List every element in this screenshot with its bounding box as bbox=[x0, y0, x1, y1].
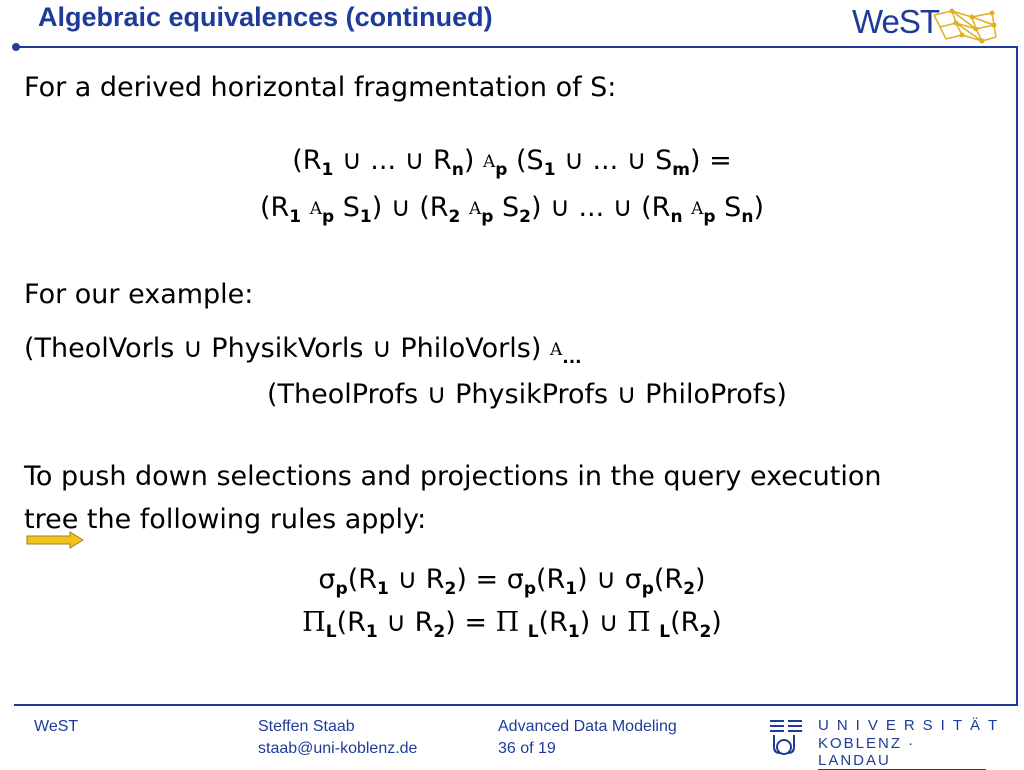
example-heading: For our example: bbox=[24, 279, 254, 310]
formula-selection-rule: $\sigma_p(R_1$ ∪ $R_2) = \sigma_p(R_1)$ ∪ $\sigma_p(R_2)$ bbox=[318, 564, 706, 599]
slide-title: Algebraic equivalences (continued) bbox=[38, 2, 493, 32]
footer-course: Advanced Data Modeling bbox=[498, 718, 677, 735]
example-rel: PhysikProfs bbox=[455, 379, 609, 410]
university-name-line1: UNIVERSITÄT bbox=[818, 717, 1006, 734]
footer-divider bbox=[14, 704, 1018, 706]
example-rel: PhiloProfs bbox=[645, 379, 777, 410]
intro-text: For a derived horizontal fragmentation of S: bbox=[24, 72, 617, 103]
footer-page-number: 36 of 19 bbox=[498, 740, 556, 757]
west-network-icon bbox=[932, 5, 1000, 49]
university-seal-icon bbox=[766, 717, 810, 757]
example-rel: TheolProfs bbox=[277, 379, 419, 410]
footer-author-block bbox=[258, 716, 417, 760]
west-logo bbox=[852, 3, 1002, 47]
push-down-text-line1: To push down selections and projections in the query execution bbox=[24, 461, 882, 492]
footer-org: WeST bbox=[34, 718, 79, 735]
example-rel: PhysikVorls bbox=[211, 333, 364, 364]
formula-fragmentation-lhs: ($R_1$ ∪ ... ∪ $R_n$) $A_p$ ($S_1$ ∪ ... ∪ $S_m$) = bbox=[292, 145, 732, 180]
header-divider bbox=[14, 46, 1018, 48]
footer-email: staab@uni-koblenz.de bbox=[258, 740, 418, 757]
formula-fragmentation-rhs: ($R_1$ $A_p$ $S_1$) ∪ ($R_2$ $A_p$ $S_2$) ∪ ... ∪ ($R_n$ $A_p$ $S_n$) bbox=[260, 192, 764, 227]
example-formula-right: (TheolProfs ∪ PhysikProfs ∪ PhiloProfs) bbox=[267, 379, 787, 410]
formula-projection-rule: $\Pi_L(R_1$ ∪ $R_2) = \Pi$ $_L(R_1)$ ∪ Π $_L(R_2)$ bbox=[302, 607, 722, 642]
west-logo-text: WeST bbox=[852, 3, 940, 40]
footer-course-block bbox=[498, 716, 677, 760]
example-formula-left: (TheolVorls ∪ PhysikVorls ∪ PhiloVorls) $A_{...}$ bbox=[24, 333, 582, 368]
footer-author: Steffen Staab bbox=[258, 718, 355, 735]
university-logo bbox=[766, 715, 1006, 769]
university-name-line2: KOBLENZ · LANDAU bbox=[818, 735, 986, 770]
push-down-text-line2: tree the following rules apply: bbox=[24, 504, 427, 535]
example-rel: TheolVorls bbox=[34, 333, 175, 364]
arrow-right-icon bbox=[26, 531, 84, 549]
example-rel: PhiloVorls bbox=[400, 333, 531, 364]
